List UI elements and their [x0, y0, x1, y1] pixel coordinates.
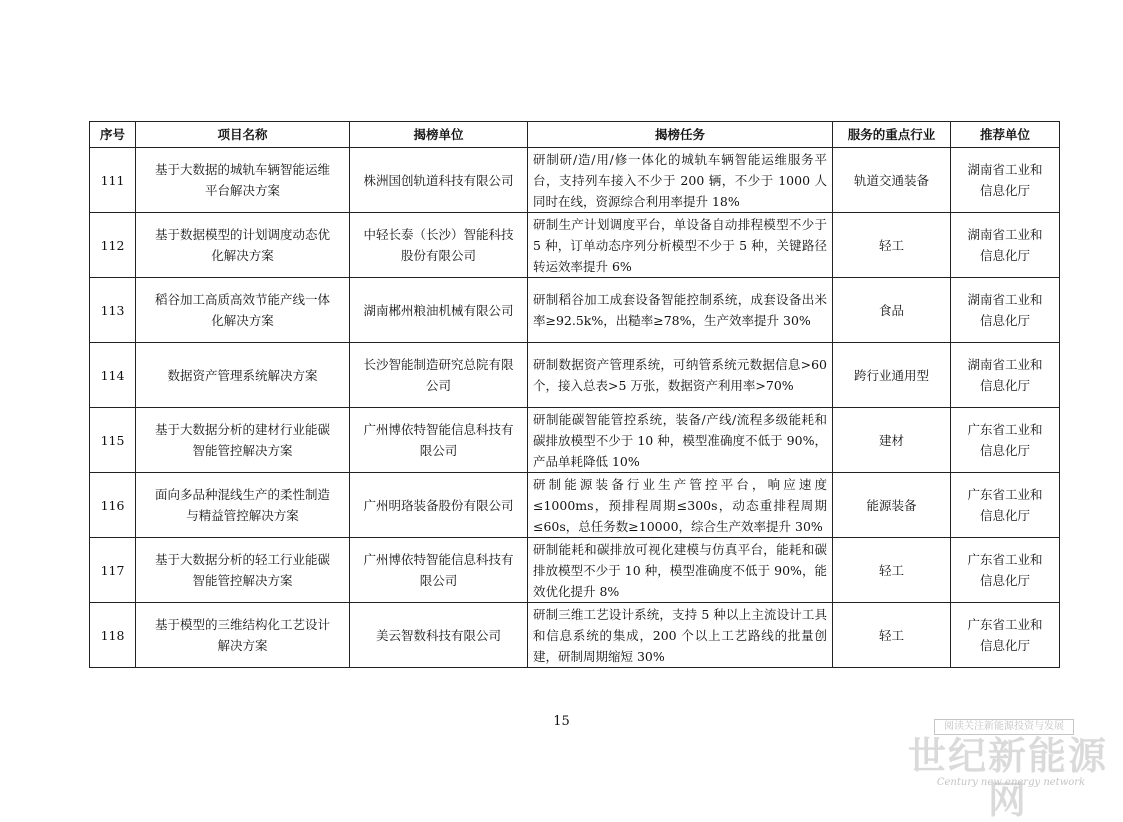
cell-recommender: 湖南省工业和信息化厅 — [951, 343, 1060, 408]
cell-unit: 广州明珞装备股份有限公司 — [350, 473, 528, 538]
cell-task: 研制能耗和碳排放可视化建模与仿真平台，能耗和碳排放模型不少于 10 种，模型准确度不低于 90%，能效优化提升 8% — [528, 538, 833, 603]
cell-project-name: 基于数据模型的计划调度动态优化解决方案 — [136, 213, 350, 278]
cell-no: 113 — [90, 278, 136, 343]
table-row — [90, 603, 1060, 668]
watermark-logo: 世纪新能源网 — [907, 733, 1108, 822]
watermark-english: Century new energy network — [936, 777, 1086, 788]
cell-industry: 轻工 — [833, 213, 951, 278]
cell-no: 116 — [90, 473, 136, 538]
cell-no: 112 — [90, 213, 136, 278]
table-row — [90, 213, 1060, 278]
cell-project-name: 数据资产管理系统解决方案 — [136, 343, 350, 408]
cell-no: 114 — [90, 343, 136, 408]
header-task: 揭榜任务 — [528, 122, 833, 148]
cell-unit: 广州博依特智能信息科技有限公司 — [350, 538, 528, 603]
cell-project-name: 基于模型的三维结构化工艺设计解决方案 — [136, 603, 350, 668]
cell-task: 研制研/造/用/修一体化的城轨车辆智能运维服务平台，支持列车接入不少于 200 辆，不少于 1000 人同时在线，资源综合利用率提升 18% — [528, 148, 833, 213]
cell-no: 111 — [90, 148, 136, 213]
cell-recommender: 广东省工业和信息化厅 — [951, 603, 1060, 668]
table-row — [90, 408, 1060, 473]
cell-industry: 轻工 — [833, 603, 951, 668]
cell-task: 研制三维工艺设计系统，支持 5 种以上主流设计工具和信息系统的集成，200 个以上工艺路线的批量创建，研制周期缩短 30% — [528, 603, 833, 668]
cell-task: 研制生产计划调度平台，单设备自动排程模型不少于 5 种，订单动态序列分析模型不少于 5 种，关键路径转运效率提升 6% — [528, 213, 833, 278]
cell-unit: 中轻长泰（长沙）智能科技股份有限公司 — [350, 213, 528, 278]
cell-no: 118 — [90, 603, 136, 668]
cell-recommender: 湖南省工业和信息化厅 — [951, 278, 1060, 343]
cell-industry: 建材 — [833, 408, 951, 473]
cell-project-name: 基于大数据的城轨车辆智能运维平台解决方案 — [136, 148, 350, 213]
cell-no: 117 — [90, 538, 136, 603]
cell-industry: 能源装备 — [833, 473, 951, 538]
cell-project-name: 面向多品种混线生产的柔性制造与精益管控解决方案 — [136, 473, 350, 538]
project-table — [89, 121, 1060, 668]
table-row — [90, 278, 1060, 343]
cell-project-name: 基于大数据分析的建材行业能碳智能管控解决方案 — [136, 408, 350, 473]
header-recommender: 推荐单位 — [951, 122, 1060, 148]
cell-task: 研制数据资产管理系统，可纳管系统元数据信息>60 个，接入总表>5 万张，数据资产利用率>70% — [528, 343, 833, 408]
cell-project-name: 稻谷加工高质高效节能产线一体化解决方案 — [136, 278, 350, 343]
watermark-tagline: 阅读关注新能源投资与发展 — [934, 719, 1074, 735]
table-row — [90, 148, 1060, 213]
cell-industry: 跨行业通用型 — [833, 343, 951, 408]
cell-project-name: 基于大数据分析的轻工行业能碳智能管控解决方案 — [136, 538, 350, 603]
cell-unit: 湖南郴州粮油机械有限公司 — [350, 278, 528, 343]
cell-recommender: 广东省工业和信息化厅 — [951, 408, 1060, 473]
cell-unit: 长沙智能制造研究总院有限公司 — [350, 343, 528, 408]
header-unit: 揭榜单位 — [350, 122, 528, 148]
cell-task: 研制能碳智能管控系统，装备/产线/流程多级能耗和碳排放模型不少于 10 种，模型准确度不低于 90%，产品单耗降低 10% — [528, 408, 833, 473]
cell-recommender: 湖南省工业和信息化厅 — [951, 213, 1060, 278]
cell-unit: 美云智数科技有限公司 — [350, 603, 528, 668]
cell-no: 115 — [90, 408, 136, 473]
header-no: 序号 — [90, 122, 136, 148]
cell-recommender: 湖南省工业和信息化厅 — [951, 148, 1060, 213]
cell-recommender: 广东省工业和信息化厅 — [951, 538, 1060, 603]
cell-unit: 株洲国创轨道科技有限公司 — [350, 148, 528, 213]
cell-task: 研制能源装备行业生产管控平台，响应速度≤1000ms，预排程周期≤300s，动态重排程周期≤60s，总任务数≥10000，综合生产效率提升 30% — [528, 473, 833, 538]
header-industry: 服务的重点行业 — [833, 122, 951, 148]
table-header-row — [90, 122, 1060, 148]
cell-industry: 轻工 — [833, 538, 951, 603]
cell-industry: 轨道交通装备 — [833, 148, 951, 213]
page-number: 15 — [553, 714, 570, 729]
cell-unit: 广州博依特智能信息科技有限公司 — [350, 408, 528, 473]
cell-industry: 食品 — [833, 278, 951, 343]
table-row — [90, 538, 1060, 603]
cell-task: 研制稻谷加工成套设备智能控制系统，成套设备出米率≥92.5k%，出糙率≥78%，生产效率提升 30% — [528, 278, 833, 343]
table-row — [90, 473, 1060, 538]
header-project-name: 项目名称 — [136, 122, 350, 148]
cell-recommender: 广东省工业和信息化厅 — [951, 473, 1060, 538]
table-row — [90, 343, 1060, 408]
